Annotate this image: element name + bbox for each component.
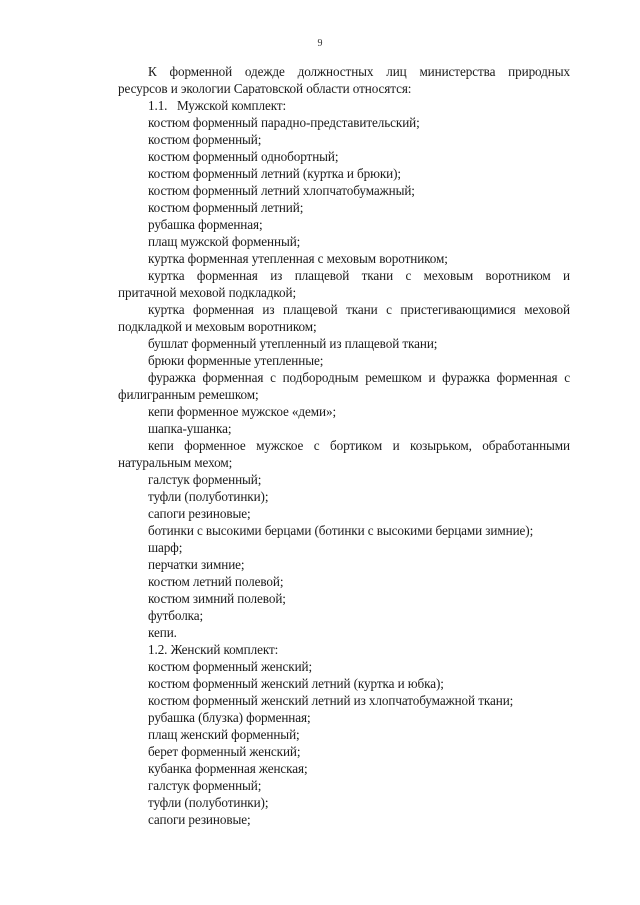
- page-number: 9: [317, 38, 323, 49]
- list-item: галстук форменный;: [148, 778, 262, 793]
- list-item: сапоги резиновые;: [148, 812, 251, 827]
- document-body: [118, 63, 570, 828]
- intro-line-2: ресурсов и экологии Саратовской области относятся:: [118, 81, 412, 96]
- list-item: костюм летний полевой;: [148, 574, 284, 589]
- list-item: костюм зимний полевой;: [148, 591, 286, 606]
- list-item: костюм форменный женский летний (куртка и юбка);: [148, 676, 444, 691]
- list-item: костюм форменный летний (куртка и брюки);: [148, 166, 401, 181]
- list-item-wrapped-line-1: куртка форменная из плащевой ткани с пристегивающимися меховой: [148, 302, 570, 317]
- list-item: галстук форменный;: [148, 472, 262, 487]
- list-item: кепи форменное мужское «деми»;: [148, 404, 337, 419]
- list-item: берет форменный женский;: [148, 744, 301, 759]
- list-item: футболка;: [148, 608, 204, 623]
- list-item: кепи.: [148, 625, 177, 640]
- list-item-wrapped-line-2: натуральным мехом;: [118, 455, 233, 470]
- list-item: костюм форменный;: [148, 132, 262, 147]
- list-item: брюки форменные утепленные;: [148, 353, 324, 368]
- list-item: туфли (полуботинки);: [148, 489, 269, 504]
- list-item: куртка форменная утепленная с меховым воротником;: [148, 251, 448, 266]
- list-item: бушлат форменный утепленный из плащевой ткани;: [148, 336, 438, 351]
- list-item: рубашка форменная;: [148, 217, 263, 232]
- list-item-wrapped-line-1: куртка форменная из плащевой ткани с меховым воротником и: [148, 268, 570, 283]
- list-item: сапоги резиновые;: [148, 506, 251, 521]
- list-item: костюм форменный женский;: [148, 659, 313, 674]
- list-item: костюм форменный парадно-представительский;: [148, 115, 420, 130]
- list-item-wrapped-line-1: кепи форменное мужское с бортиком и козырьком, обработанными: [148, 438, 570, 453]
- section-heading-female: 1.2. Женский комплект:: [148, 642, 279, 657]
- section-heading-male: 1.1. Мужской комплект:: [148, 98, 287, 113]
- intro-line-1: К форменной одежде должностных лиц министерства природных: [148, 64, 570, 79]
- list-item: кубанка форменная женская;: [148, 761, 308, 776]
- list-item: костюм форменный однобортный;: [148, 149, 339, 164]
- list-item: шапка-ушанка;: [148, 421, 232, 436]
- list-item-wrapped-line-1: фуражка форменная с подбородным ремешком и фуражка форменная с: [148, 370, 570, 385]
- list-item: ботинки с высокими берцами (ботинки с высокими берцами зимние);: [148, 523, 534, 538]
- list-item: плащ мужской форменный;: [148, 234, 301, 249]
- list-item: плащ женский форменный;: [148, 727, 300, 742]
- list-item: туфли (полуботинки);: [148, 795, 269, 810]
- list-item: шарф;: [148, 540, 183, 555]
- list-item-wrapped-line-2: филигранным ремешком;: [118, 387, 259, 402]
- list-item: перчатки зимние;: [148, 557, 245, 572]
- list-item-wrapped-line-2: подкладкой и меховым воротником;: [118, 319, 317, 334]
- list-item: костюм форменный женский летний из хлопчатобумажной ткани;: [148, 693, 514, 708]
- list-item: костюм форменный летний хлопчатобумажный;: [148, 183, 415, 198]
- list-item-wrapped-line-2: притачной меховой подкладкой;: [118, 285, 297, 300]
- list-item: костюм форменный летний;: [148, 200, 304, 215]
- list-item: рубашка (блузка) форменная;: [148, 710, 311, 725]
